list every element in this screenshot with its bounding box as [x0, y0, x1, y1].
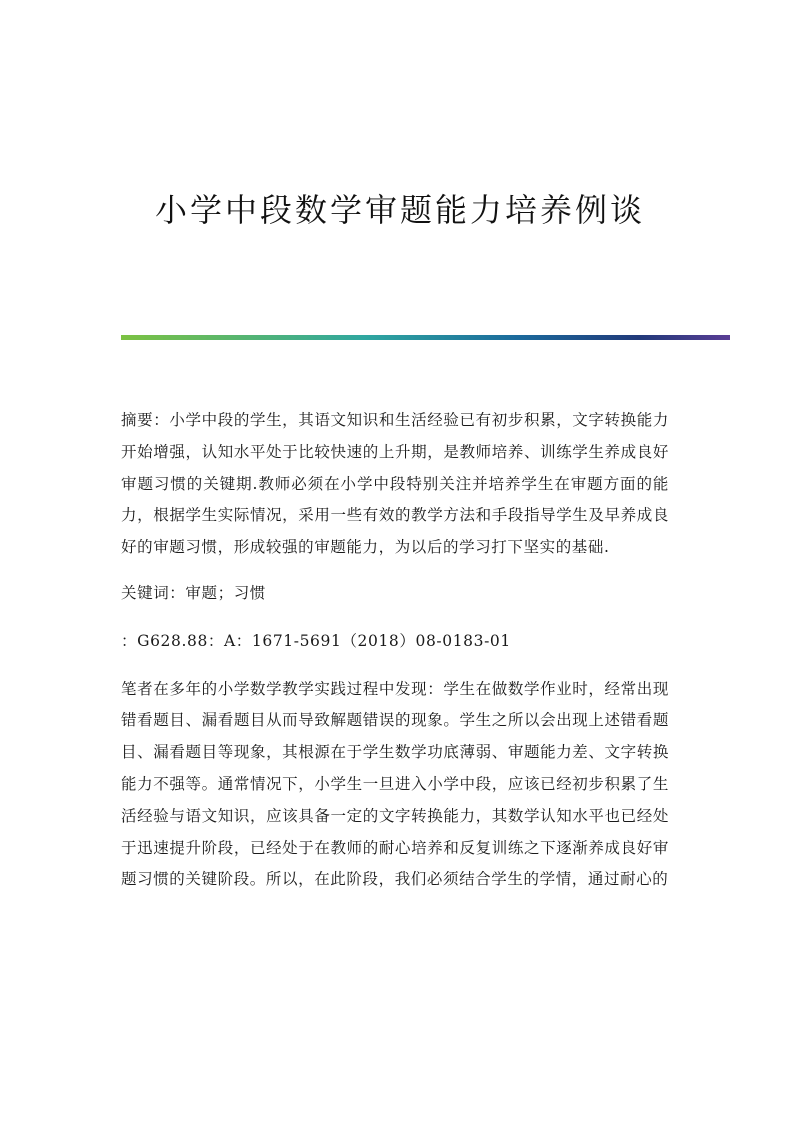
article-body	[121, 405, 669, 910]
title-divider	[121, 335, 730, 340]
classification-line: ：G628.88：A：1671-5691（2018）08-0183-01	[121, 631, 511, 650]
body-paragraph: 笔者在多年的小学数学教学实践过程中发现：学生在做数学作业时，经常出现错看题目、漏看题目从而导致解题错误的现象。学生之所以会出现上述错看题目、漏看题目等现象，其根源在于学生数学功底薄弱、审题能力差、文字转换能力不强等。通常情况下，小学生一旦进入小学中段，应该已经初步积累了生活经验与语文知识，应该具备一定的文字转换能力，其数学认知水平也已经处于迅速提升阶段，已经处于在教师的耐心培养和反复训练之下逐渐养成良好审题习惯的关键阶段。所以，在此阶段，我们必须结合学生的学情，通过耐心的	[121, 679, 669, 889]
keywords-line: 关键词：审题；习惯	[121, 583, 266, 602]
page-title: 小学中段数学审题能力培养例谈	[154, 191, 645, 229]
abstract-paragraph: 摘要：小学中段的学生，其语文知识和生活经验已有初步积累，文字转换能力开始增强，认知水平处于比较快速的上升期，是教师培养、训练学生养成良好审题习惯的关键期.教师必须在小学中段特别关注并培养学生在审题方面的能力，根据学生实际情况，采用一些有效的教学方法和手段指导学生及早养成良好的审题习惯，形成较强的审题能力，为以后的学习打下坚实的基础.	[121, 411, 669, 557]
